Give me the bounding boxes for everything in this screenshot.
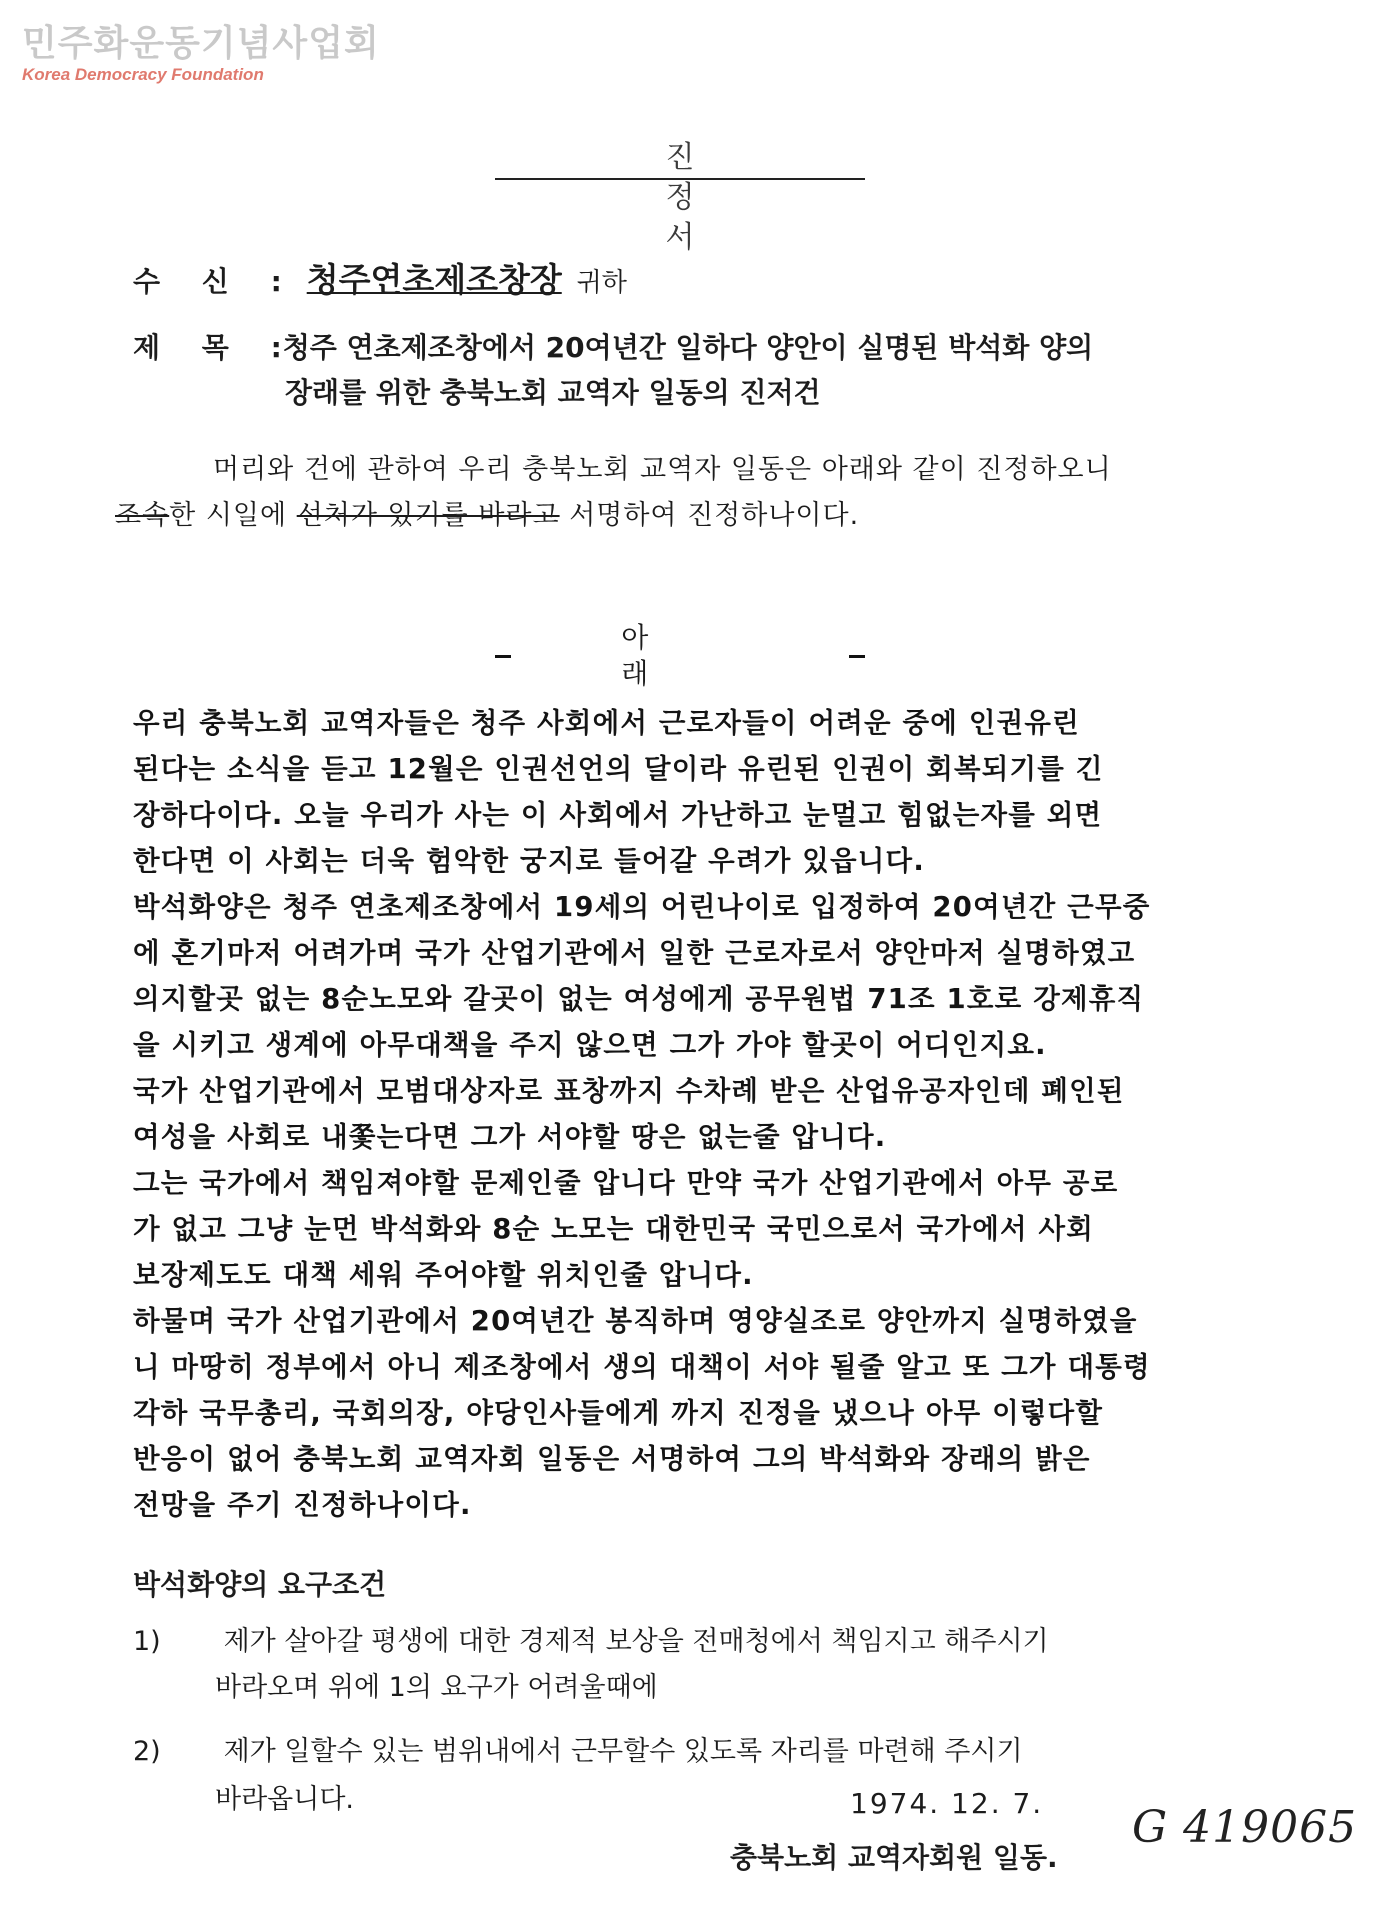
body-line: 보장제도도 대책 세워 주어야할 위치인줄 압니다. [133, 1259, 754, 1291]
watermark-english: Korea Democracy Foundation [22, 65, 264, 84]
request-text: 제가 살아갈 평생에 대한 경제적 보상을 전매청에서 책임지고 해주시기 [223, 1626, 1049, 1657]
below-heading-text: 아 래 [621, 621, 759, 690]
subject-line [133, 330, 1093, 366]
body-line: 니 마땅히 정부에서 아니 제조창에서 생의 대책이 서야 될줄 알고 또 그가 대통령 [133, 1351, 1151, 1383]
subject-label: 제 목 : [133, 331, 298, 364]
body-line: 에 혼기마저 어려가며 국가 산업기관에서 일한 근로자로서 양안마저 실명하였고 [133, 937, 1136, 969]
body-line: 가 없고 그냥 눈먼 박석화와 8순 노모는 대한민국 국민으로서 국가에서 사회 [133, 1213, 1095, 1245]
body-line: 한다면 이 사회는 더욱 험악한 궁지로 들어갈 우려가 있읍니다. [133, 845, 925, 877]
body-line: 각하 국무총리, 국회의장, 야당인사들에게 까지 진정을 냈으나 아무 이렇다할 [133, 1397, 1104, 1429]
petition-body [133, 700, 1333, 1528]
body-line: 우리 충북노회 교역자들은 청주 사회에서 근로자들이 어려운 중에 인권유린 [133, 707, 1080, 739]
intro-text-b: 서명하여 진정하나이다. [569, 500, 860, 531]
subject-text-2: 장래를 위한 충북노회 교역자 일동의 진저건 [285, 376, 821, 409]
body-line: 박석화양은 청주 연초제조창에서 19세의 어린나이로 입정하여 20여년간 근무중 [133, 891, 1151, 923]
request-continuation: 바라옵니다. [215, 1784, 354, 1815]
requests-title: 박석화양의 요구조건 [133, 1568, 387, 1601]
body-line: 하물며 국가 산업기관에서 20여년간 봉직하며 영양실조로 양안까지 실명하였을 [133, 1305, 1138, 1337]
intro-line-2 [115, 498, 859, 534]
request-item-2 [133, 1728, 1023, 1776]
intro-line-1: 머리와 건에 관하여 우리 충북노회 교역자 일동은 아래와 같이 진정하오니 [213, 454, 1112, 485]
intro-struck-text-b: 선처가 있기를 바라고 [296, 500, 560, 531]
below-heading [495, 620, 865, 692]
body-line: 된다는 소식을 듣고 12월은 인권선언의 달이라 유린된 인권이 회복되기를 긴 [133, 753, 1104, 785]
watermark-korean: 민주화운동기념사업회 [22, 23, 380, 64]
body-line: 그는 국가에서 책임져야할 문제인줄 압니다 만약 국가 산업기관에서 아무 공로 [133, 1167, 1119, 1199]
body-line: 의지할곳 없는 8순노모와 갈곳이 없는 여성에게 공무원법 71조 1호로 강제휴직 [133, 983, 1145, 1015]
recipient-name: 청주연초제조창장 [306, 260, 562, 299]
recipient-honorific: 귀하 [576, 268, 627, 298]
request-text: 제가 일할수 있는 범위내에서 근무할수 있도록 자리를 마련해 주시기 [223, 1736, 1023, 1767]
right-dash [849, 655, 865, 658]
request-item-1 [133, 1618, 1049, 1666]
request-number: 2) [133, 1736, 161, 1767]
intro-text-a: 한 시일에 [169, 500, 288, 531]
title-underline [495, 178, 865, 180]
body-line: 반응이 없어 충북노회 교역자회 일동은 서명하여 그의 박석화와 장래의 밝은 [133, 1443, 1091, 1475]
body-line: 장하다이다. 오늘 우리가 사는 이 사회에서 가난하고 눈멀고 힘없는자를 외면 [133, 799, 1103, 831]
recipient-label: 수 신 : [133, 265, 298, 298]
intro-struck-text-a: 조속 [115, 500, 170, 531]
body-line: 국가 산업기관에서 모범대상자로 표창까지 수차례 받은 산업유공자인데 폐인된 [133, 1075, 1125, 1107]
signer: 충북노회 교역자회원 일동. [730, 1841, 1058, 1874]
request-continuation: 바라오며 위에 1의 요구가 어려울때에 [215, 1672, 658, 1703]
body-line: 전망을 주기 진정하나이다. [133, 1489, 472, 1521]
recipient-line [133, 262, 627, 301]
request-number: 1) [133, 1626, 161, 1657]
document-date: 1974. 12. 7. [850, 1787, 1044, 1820]
body-line: 을 시키고 생계에 아무대책을 주지 않으면 그가 가야 할곳이 어디인지요. [133, 1029, 1047, 1061]
document-title: 진 정 서 [665, 140, 783, 255]
body-line: 여성을 사회로 내쫓는다면 그가 서야할 땅은 없는줄 압니다. [133, 1121, 887, 1153]
document-number: G 419065 [1132, 1802, 1358, 1853]
subject-text-1: 청주 연초제조창에서 20여년간 일하다 양안이 실명된 박석화 양의 [282, 331, 1094, 364]
left-dash [495, 655, 511, 658]
